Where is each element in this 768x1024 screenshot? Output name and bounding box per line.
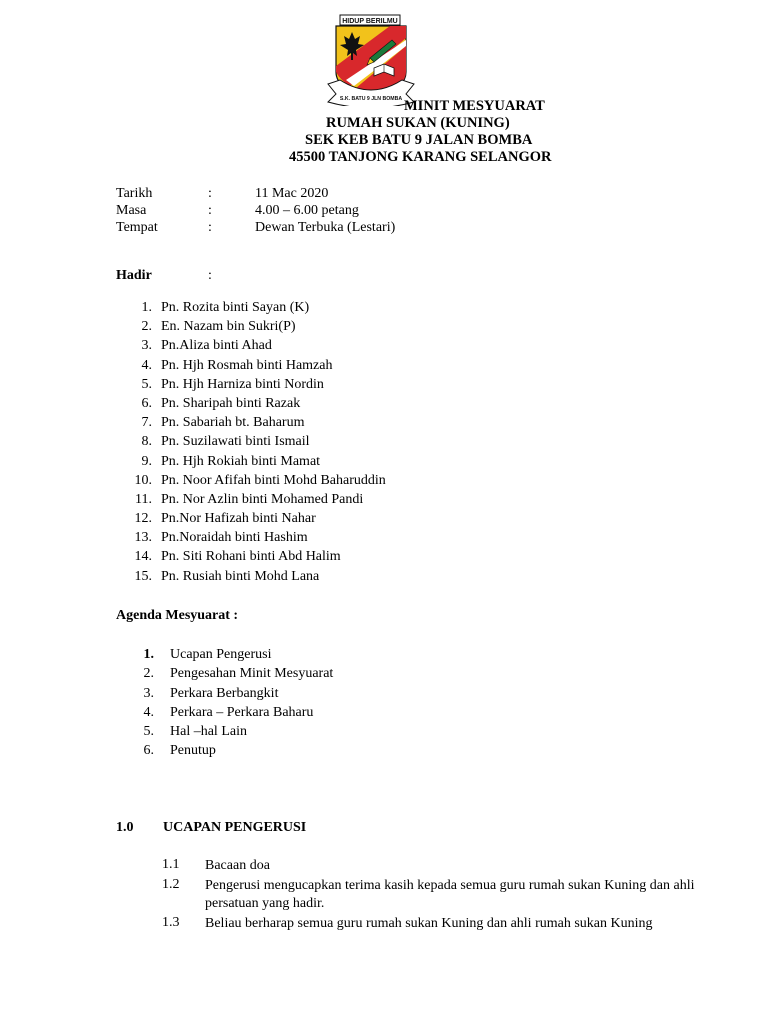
info-key: Tarikh [116,186,153,201]
list-number: 2. [141,319,152,335]
attendance-heading [116,267,316,284]
doc-title: MINIT MESYUARAT [404,98,545,114]
list-number: 3. [141,338,152,354]
attendee-name: Pn. Hjh Harniza binti Nordin [161,376,324,392]
info-value: 4.00 – 6.00 petang [255,203,359,218]
list-number: 2. [143,666,154,682]
section-item-number: 1.1 [162,857,180,872]
attendee-name: Pn. Noor Afifah binti Mohd Baharuddin [161,472,386,488]
agenda-item: Ucapan Pengerusi [170,647,272,662]
section-item-number: 1.3 [162,915,180,930]
list-number: 6. [141,395,152,411]
section-item-text: Pengerusi mengucapkan terima kasih kepada semua guru rumah sukan Kuning dan ahli persatuan yang hadir. [205,878,695,911]
info-key: Tempat [116,220,158,235]
list-number: 5. [141,376,152,392]
section-item-text: Beliau berharap semua guru rumah sukan Kuning dan ahli rumah sukan Kuning [205,916,653,931]
list-number: 8. [141,434,152,450]
section-item-number: 1.2 [162,877,180,892]
list-number: 12. [134,511,152,527]
list-number: 5. [143,724,154,740]
list-number: 7. [141,415,152,431]
attendee-name: Pn. Sharipah binti Razak [161,395,301,411]
attendee-name: Pn. Rozita binti Sayan (K) [161,300,310,315]
school-crest-logo [326,14,416,106]
agenda-item: Perkara – Perkara Baharu [170,704,314,720]
section-item-text: Bacaan doa [205,858,270,873]
list-number: 6. [143,743,154,759]
doc-subtitle-house: RUMAH SUKAN (KUNING) [326,115,510,131]
section-number: 1.0 [116,820,134,835]
attendee-name: En. Nazam bin Sukri(P) [161,319,296,335]
info-sep: : [208,186,212,201]
attendee-name: Pn. Hjh Rokiah binti Mamat [161,453,321,469]
list-number: 15. [134,568,152,584]
attendee-name: Pn. Siti Rohani binti Abd Halim [161,549,341,565]
doc-school-name: SEK KEB BATU 9 JALAN BOMBA [305,132,533,148]
crest-banner-text: S.K. BATU 9 JLN BOMBA [339,96,403,102]
agenda-item: Pengesahan Minit Mesyuarat [170,666,334,682]
doc-school-address: 45500 TANJONG KARANG SELANGOR [289,149,552,165]
attendee-name: Pn. Suzilawati binti Ismail [161,434,310,450]
attendee-name: Pn. Nor Azlin binti Mohamed Pandi [161,491,364,507]
list-number: 14. [134,549,152,565]
agenda-item: Hal –hal Lain [170,724,247,740]
attendee-name: Pn. Rusiah binti Mohd Lana [161,568,320,584]
list-number: 13. [134,530,152,546]
list-number: 3. [143,685,154,701]
info-value: Dewan Terbuka (Lestari) [255,220,396,235]
section-title: UCAPAN PENGERUSI [163,820,307,835]
section-heading [116,819,416,836]
info-sep: : [208,220,212,235]
list-number: 4. [141,357,152,373]
attendance-label: Hadir [116,268,152,283]
attendee-name: Pn.Aliza binti Ahad [161,338,272,354]
list-number: 1. [141,300,152,315]
list-number: 4. [143,704,154,720]
attendee-name: Pn.Noraidah binti Hashim [161,530,308,546]
list-number: 10. [134,472,152,488]
attendee-name: Pn.Nor Hafizah binti Nahar [161,511,316,527]
agenda-heading: Agenda Mesyuarat : [116,608,239,623]
info-value: 11 Mac 2020 [255,186,329,201]
info-key: Masa [116,203,147,218]
crest-motto: HIDUP BERILMU [342,18,398,25]
list-number: 9. [141,453,152,469]
attendee-name: Pn. Hjh Rosmah binti Hamzah [161,357,333,373]
list-number: 1. [143,647,154,662]
agenda-item: Penutup [170,743,216,759]
attendance-sep: : [208,268,212,283]
attendee-name: Pn. Sabariah bt. Baharum [161,415,305,431]
agenda-item: Perkara Berbangkit [170,685,279,701]
info-sep: : [208,203,212,218]
list-number: 11. [135,491,152,507]
